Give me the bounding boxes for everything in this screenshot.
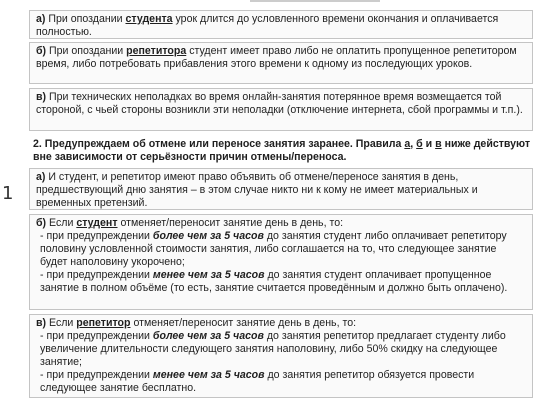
rule-subitem: - при предупреждении более чем за 5 часов до занятия студент либо оплачивает репетитору половину условленной стоимости занятия, либо соглашается на то, что следующее занятие будет наполовину укорочено; <box>40 230 507 268</box>
rule-1v <box>29 88 533 131</box>
rule-1a <box>29 10 533 39</box>
term-tutor: репетитора <box>126 45 187 57</box>
rule-label: б) <box>36 217 47 229</box>
rule-text: в) При технических неполадках во время онлайн-занятия потерянное время возмещается той стороной, с чьей стороны возникли эти неполадки (отключение интернета, сбой программы и т.п.). <box>36 91 523 116</box>
rule-label: б) <box>36 45 47 57</box>
section-number: 2. <box>33 138 42 150</box>
rule-subitem: - при предупреждении менее чем за 5 часов до занятия студент оплачивает пропущенное занятие в полном объёме (то есть, занятие считается проведённым и должно быть оплачено). <box>40 269 508 294</box>
section-2-heading: 2. Предупреждаем об отмене или переносе занятия заранее. Правила а, б и в ниже действуют вне зависимости от серьёзности причин отмены/переноса. <box>33 138 531 163</box>
rule-label: а) <box>36 171 46 183</box>
rule-text: а) И студент, и репетитор имеют право объявить об отмене/переносе занятия в день, предшествующий дню занятия – в этом случае никто ни к кому не имеет материальных и временных претензий. <box>36 171 478 209</box>
term-student: студент <box>76 217 118 229</box>
side-number: 1 <box>2 183 14 204</box>
rule-2v <box>29 314 533 398</box>
term-tutor: репетитор <box>76 317 131 329</box>
term-student: студента <box>125 13 173 25</box>
rule-2a <box>29 168 533 210</box>
rule-label: в) <box>36 317 47 329</box>
rule-text: б) Если студент отменяет/переносит занятие день в день, то: <box>36 217 344 229</box>
rule-subitem: - при предупреждении менее чем за 5 часов до занятия репетитор обязуется провести следующее занятие бесплатно. <box>40 369 475 394</box>
rule-text: б) При опоздании репетитора студент имеет право либо не оплатить пропущенное репетитором время, либо потребовать прибавления этого времени к одному из последующих уроков. <box>36 45 517 70</box>
rule-text: а) При опоздании студента урок длится до условленного времени окончания и оплачивается полностью. <box>36 13 499 38</box>
rule-2b <box>29 214 533 310</box>
rule-1b <box>29 42 533 84</box>
rule-subitem: - при предупреждении более чем за 5 часов до занятия репетитор предлагает студенту либо увеличение длительности следующего занятия наполовину, либо 50% скидку на следующее занятие; <box>40 330 506 368</box>
cut-off-line <box>250 0 380 2</box>
rule-text: в) Если репетитор отменяет/переносит занятие день в день, то: <box>36 317 357 329</box>
rule-label: а) <box>36 13 46 25</box>
rule-label: в) <box>36 91 47 103</box>
